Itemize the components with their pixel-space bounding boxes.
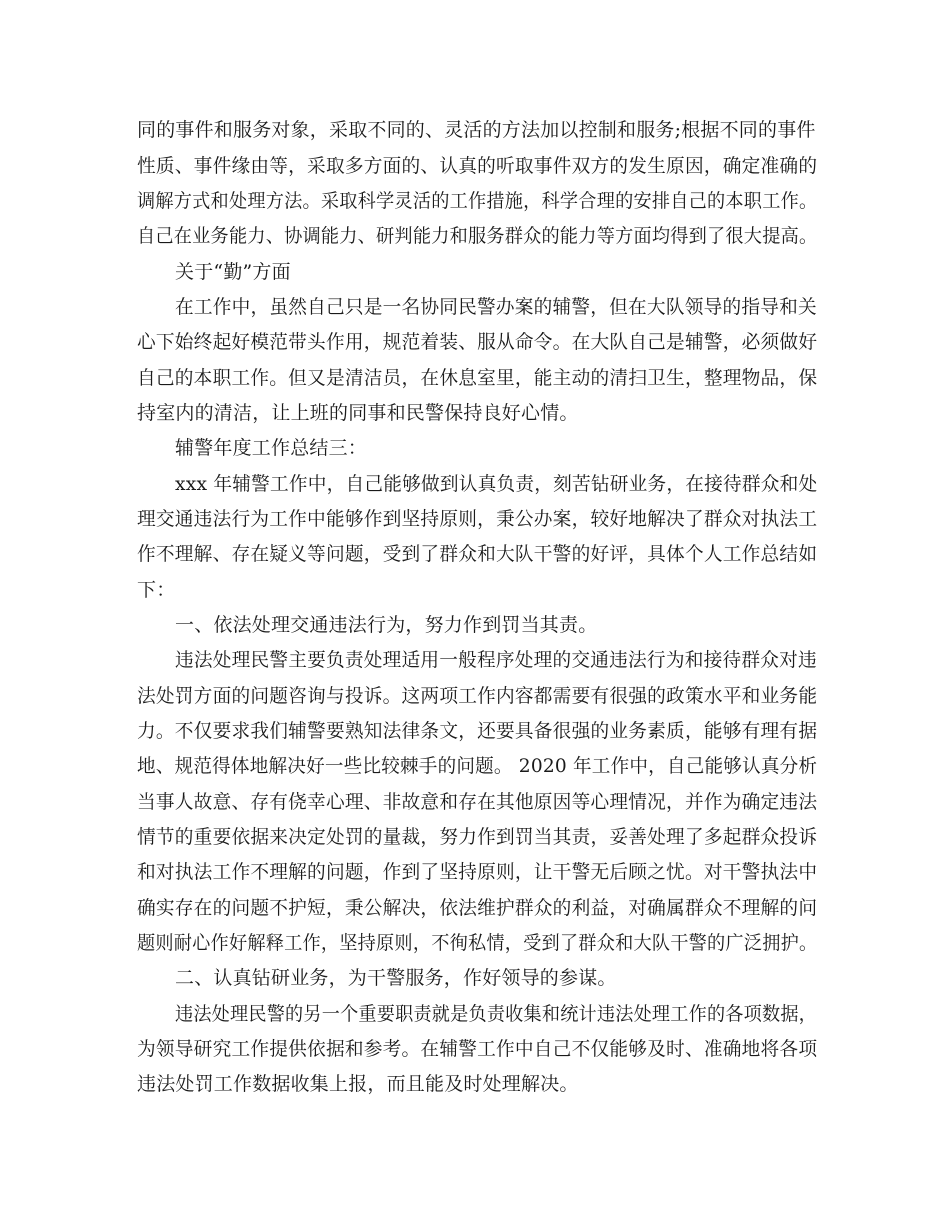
text-line: 同的事件和服务对象，采取不同的、灵活的方法加以控制和服务;根据不同的事件 [137, 119, 816, 141]
text-line: 为领导研究工作提供依据和参考。在辅警工作中自己不仅能够及时、准确地将各项 [137, 1038, 818, 1060]
text-line: 违法处理民警主要负责处理适用一般程序处理的交通违法行为和接待群众对违 [175, 649, 817, 671]
text-line: 题则耐心作好解释工作，坚持原则，不徇私情，受到了群众和大队干警的广泛拥护。 [137, 932, 818, 954]
text-line: 当事人故意、存有侥幸心理、非故意和存在其他原因等心理情况，并作为确定违法 [137, 791, 818, 813]
section-heading: 一、依法处理交通违法行为，努力作到罚当其责。 [175, 614, 598, 636]
text-line: 心下始终起好模范带头作用，规范着装、服从命令。在大队自己是辅警，必须做好 [137, 331, 818, 353]
section-heading: 关于“勤”方面 [175, 261, 291, 283]
text-line: 确实存在的问题不护短，秉公解决，依法维护群众的利益，对确属群众不理解的问 [137, 897, 818, 919]
text-line: 理交通违法行为工作中能够作到坚持原则，秉公办案，较好地解决了群众对执法工 [137, 508, 818, 530]
text-line: 持室内的清洁，让上班的同事和民警保持良好心情。 [137, 402, 579, 424]
text-line: 情节的重要依据来决定处罚的量裁，努力作到罚当其责，妥善处理了多起群众投诉 [137, 826, 818, 848]
text-line: xxx 年辅警工作中，自己能够做到认真负责，刻苦钻研业务，在接待群众和处 [175, 473, 818, 495]
section-heading: 辅警年度工作总结三： [175, 437, 368, 459]
text-line: 违法处理民警的另一个重要职责就是负责收集和统计违法处理工作的各项数据， [175, 1003, 818, 1025]
section-heading: 二、认真钻研业务，为干警服务，作好领导的参谋。 [175, 967, 617, 989]
text-line: 自己的本职工作。但又是清洁员，在休息室里，能主动的清扫卫生，整理物品，保 [137, 367, 818, 389]
text-line: 力。不仅要求我们辅警要熟知法律条文，还要具备很强的业务素质，能够有理有据 [137, 720, 818, 742]
text-line: 性质、事件缘由等，采取多方面的、认真的听取事件双方的发生原因，确定准确的 [137, 155, 818, 177]
text-line: 和对执法工作不理解的问题，作到了坚持原则，让干警无后顾之忧。对干警执法中 [137, 861, 818, 883]
text-line: 调解方式和处理方法。采取科学灵活的工作措施，科学合理的安排自己的本职工作。 [137, 190, 818, 212]
text-line: 自己在业务能力、协调能力、研判能力和服务群众的能力等方面均得到了很大提高。 [137, 225, 818, 247]
text-line: 法处罚方面的问题咨询与投诉。这两项工作内容都需要有很强的政策水平和业务能 [137, 685, 818, 707]
text-line: 地、规范得体地解决好一些比较棘手的问题。 2020 年工作中，自己能够认真分析 [137, 755, 818, 777]
text-line: 下： [137, 579, 176, 601]
text-line: 违法处罚工作数据收集上报，而且能及时处理解决。 [137, 1073, 579, 1095]
text-line: 在工作中，虽然自己只是一名协同民警办案的辅警，但在大队领导的指导和关 [175, 296, 817, 318]
text-line: 作不理解、存在疑义等问题，受到了群众和大队干警的好评，具体个人工作总结如 [137, 543, 818, 565]
